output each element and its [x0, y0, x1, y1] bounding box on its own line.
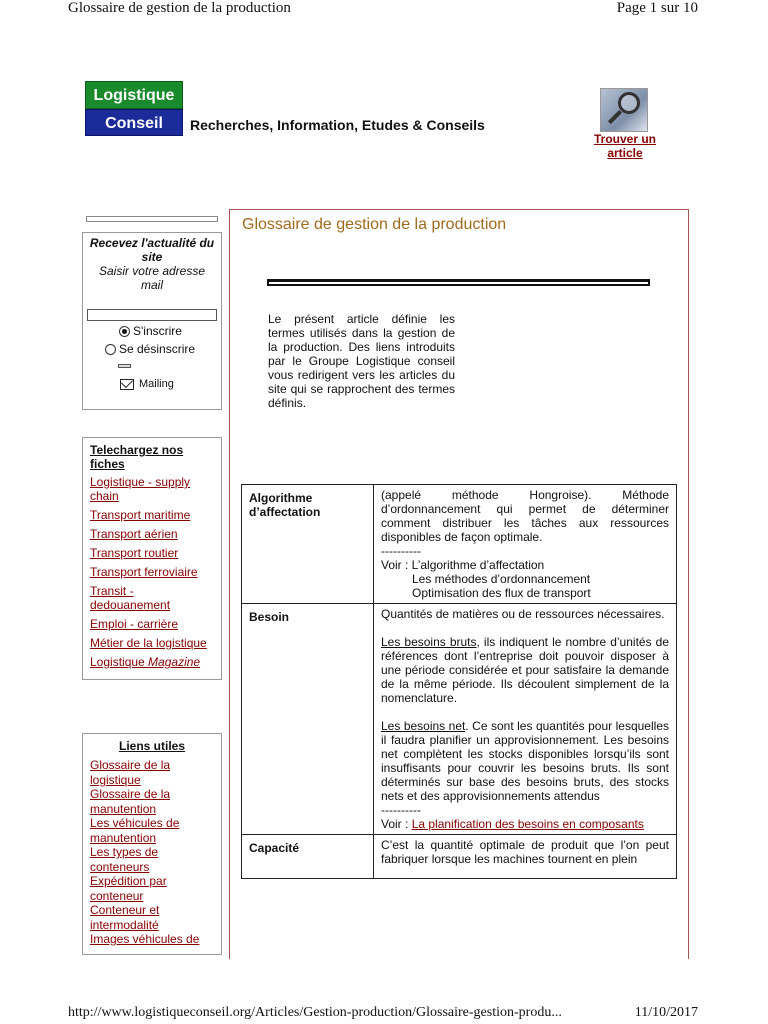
- useful-link[interactable]: Glossaire de la logistique: [90, 758, 171, 787]
- print-footer-url: http://www.logistiqueconseil.org/Articles/Gestion-production/Glossaire-gestion-produ...: [68, 1005, 562, 1020]
- article-intro: Le présent article définie les termes utilisés dans la gestion de la production. Des liens introduits par le Groupe Logistique conseil vous redirigent vers les articles du site qui se rapprochent des termes définis.: [268, 312, 455, 410]
- useful-link[interactable]: Expédition par conteneur: [90, 874, 167, 903]
- unsubscribe-label: Se désinscrire: [119, 342, 196, 356]
- download-link[interactable]: Métier de la logistique: [90, 636, 207, 650]
- definition-text: (appelé méthode Hongroise). Méthode d’ordonnancement qui permet de déterminer comment distribuer les tâches aux ressources disponibles de façon optimale.: [381, 488, 669, 544]
- download-link-magazine[interactable]: Logistique Magazine: [90, 655, 201, 669]
- separator: ----------: [381, 544, 421, 558]
- submit-button[interactable]: [118, 364, 131, 368]
- glossary-definition: [374, 485, 677, 604]
- useful-link[interactable]: Glossaire de la manutention: [90, 787, 171, 816]
- mailing-link[interactable]: [120, 378, 174, 390]
- table-row: [242, 835, 677, 879]
- search-magnifier-icon[interactable]: [600, 88, 648, 132]
- term-besoins-bruts: Les besoins bruts: [381, 635, 477, 649]
- newsletter-box: [82, 232, 222, 410]
- downloads-box: [82, 437, 222, 680]
- logo-bottom-text: Conseil: [85, 109, 183, 136]
- email-input[interactable]: [87, 309, 217, 321]
- definition-paragraph: Les besoins bruts, ils indiquent le nombre d’unités de références dont l’entreprise doit pouvoir disposer à une période considérée et pour satisfaire la demande de la même période. Ils découlent simplement de la nomenclature.: [381, 635, 669, 705]
- radio-selected-icon[interactable]: [119, 326, 130, 337]
- glossary-term: Capacité: [242, 835, 374, 879]
- table-row: [242, 604, 677, 835]
- radio-empty-icon[interactable]: [105, 344, 116, 355]
- logo-top-text: Logistique: [85, 81, 183, 109]
- download-link[interactable]: Transport routier: [90, 546, 179, 560]
- term-besoins-net: Les besoins net: [381, 719, 466, 733]
- useful-links-box: [82, 733, 222, 955]
- useful-link[interactable]: Images véhicules de: [90, 932, 200, 946]
- downloads-title: Telechargez nos fiches: [90, 443, 184, 471]
- site-tagline: Recherches, Information, Etudes & Conseils: [190, 117, 485, 133]
- site-logo[interactable]: [85, 81, 183, 136]
- title-rule: [267, 279, 650, 286]
- see-also-item: Optimisation des flux de transport: [412, 586, 591, 600]
- find-article-link[interactable]: Trouver un article: [593, 132, 656, 160]
- unsubscribe-option[interactable]: [105, 342, 195, 356]
- mailing-label: Mailing: [139, 378, 174, 390]
- sidebar-top-bar: [86, 216, 218, 222]
- see-also-item: Les méthodes d’ordonnancement: [412, 572, 591, 586]
- glossary-term: Algorithme d’affectation: [242, 485, 374, 604]
- article-title: Glossaire de gestion de la production: [242, 216, 507, 233]
- useful-link[interactable]: Conteneur et intermodalité: [90, 903, 160, 932]
- article-panel: [229, 209, 689, 959]
- print-header-title: Glossaire de gestion de la production: [68, 0, 291, 16]
- newsletter-title: Recevez l'actualité du site: [89, 236, 215, 264]
- useful-links-title: Liens utiles: [118, 739, 186, 753]
- planification-link[interactable]: La planification des besoins en composants: [411, 817, 644, 831]
- subscribe-label: S'inscrire: [133, 324, 182, 338]
- download-link[interactable]: Transport maritime: [90, 508, 191, 522]
- glossary-table: [241, 484, 677, 879]
- subscribe-option[interactable]: [119, 324, 182, 338]
- glossary-definition: [374, 604, 677, 835]
- print-footer-date: 11/10/2017: [634, 1005, 698, 1020]
- useful-link[interactable]: Les types de conteneurs: [90, 845, 159, 874]
- definition-text: Quantités de matières ou de ressources nécessaires.: [381, 607, 665, 621]
- table-row: [242, 485, 677, 604]
- download-link[interactable]: Transit - dedouanement: [90, 584, 171, 612]
- download-link[interactable]: Logistique - supply chain: [90, 475, 191, 503]
- glossary-term: Besoin: [242, 604, 374, 835]
- download-link[interactable]: Emploi - carrière: [90, 617, 179, 631]
- download-link[interactable]: Transport aérien: [90, 527, 178, 541]
- print-header-page: Page 1 sur 10: [616, 0, 698, 16]
- see-also: Voir : La planification des besoins en composants: [381, 817, 644, 831]
- download-link[interactable]: Transport ferroviaire: [90, 565, 198, 579]
- newsletter-subtitle: Saisir votre adresse mail: [98, 264, 206, 292]
- glossary-definition: C’est la quantité optimale de produit que l’on peut fabriquer lorsque les machines tournent en plein: [374, 835, 677, 879]
- see-also: Voir : L’algorithme d’affectation: [381, 558, 545, 572]
- useful-link[interactable]: Les véhicules de manutention: [90, 816, 180, 845]
- envelope-icon: [120, 379, 134, 390]
- definition-paragraph: Les besoins net. Ce sont les quantités pour lesquelles il faudra planifier un approvisionnement. Les besoins net complètent les stocks disponibles lorsqu’ils sont insuffisants pour couvrir les besoins bruts. Ils sont déterminés sur base des besoins bruts, des stocks nets et des approvisionnements attendus: [381, 719, 669, 803]
- separator: ----------: [381, 803, 421, 817]
